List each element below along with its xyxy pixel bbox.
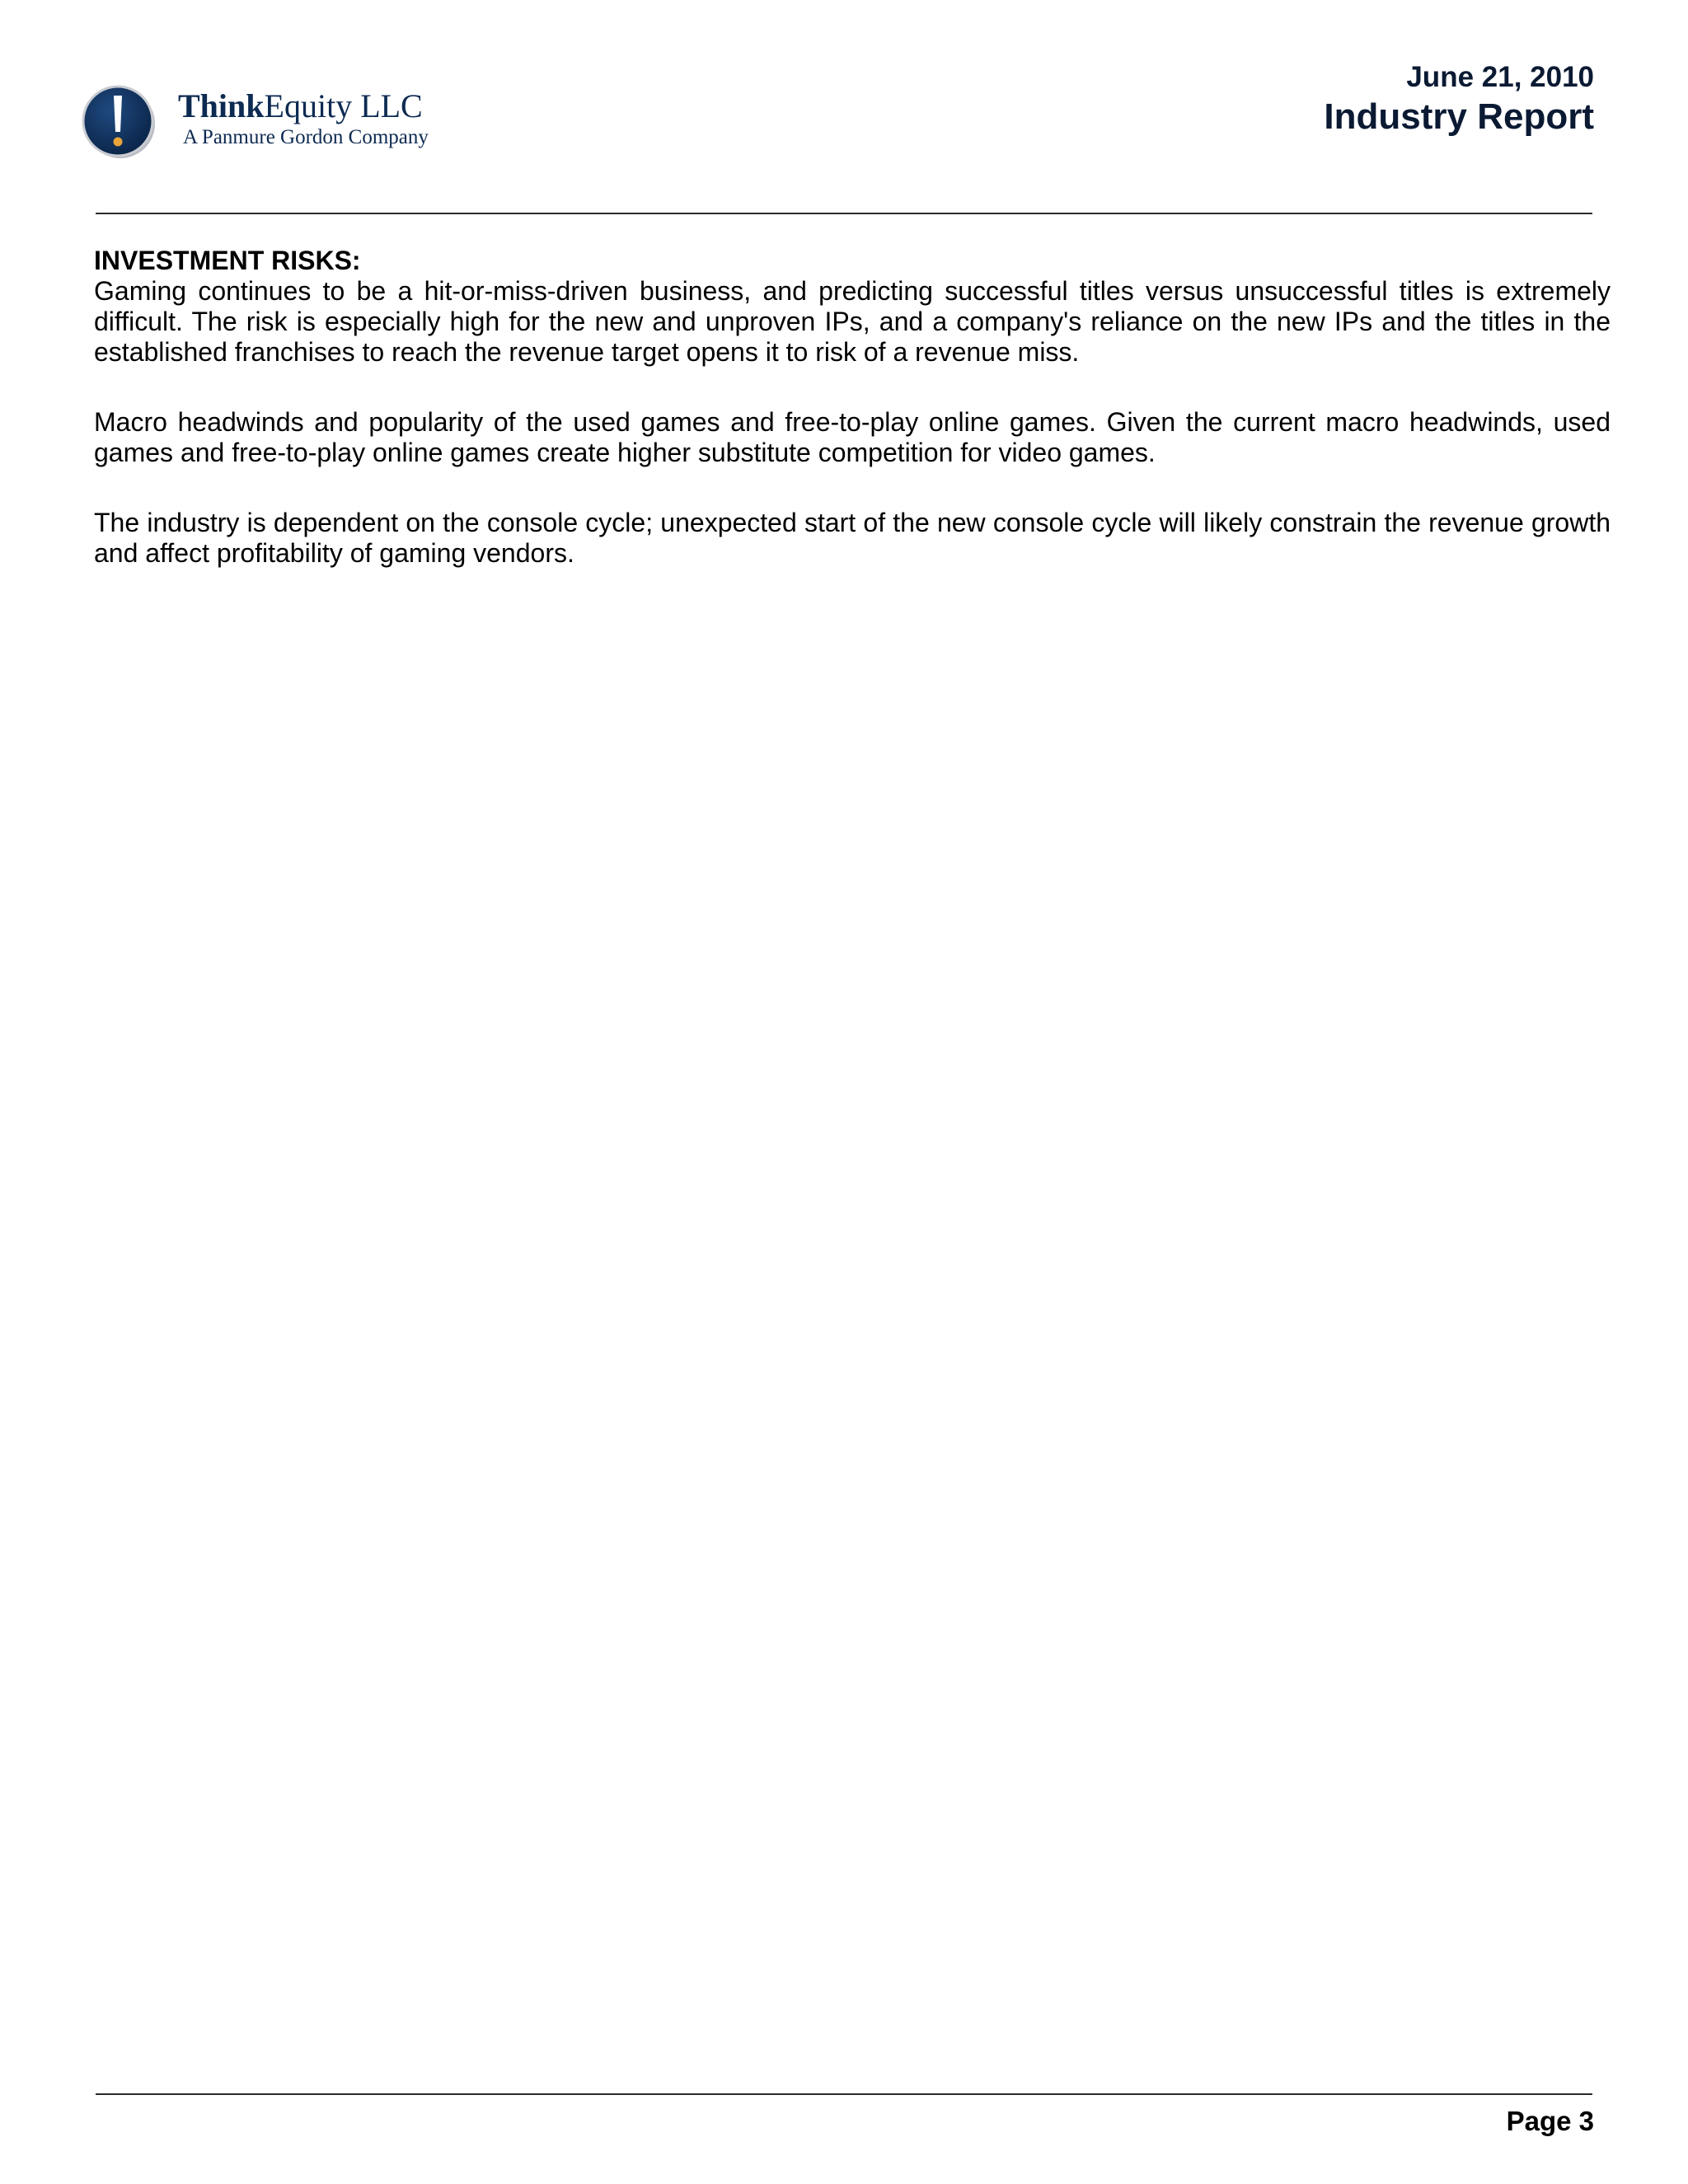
report-type-title: Industry Report [1324,96,1594,137]
logo-wordmark [178,87,429,150]
footer-divider [96,2093,1592,2095]
logo-name-rest: Equity LLC [264,87,423,124]
section-heading: INVESTMENT RISKS: [94,246,361,275]
logo-name-bold: Think [178,87,265,124]
logo-subtitle: A Panmure Gordon Company [183,126,429,148]
page-number: Page 3 [1506,2106,1594,2136]
report-header [1324,59,1594,138]
report-date: June 21, 2010 [1406,61,1594,93]
risk-paragraph-2: Macro headwinds and popularity of the used games and free-to-play online games. Given the current macro headwinds, used games and free-to-play online games create higher substitute competition for video games. [94,407,1611,467]
exclamation-logo-icon [81,84,157,160]
risk-paragraph-3: The industry is dependent on the console cycle; unexpected start of the new console cycle will likely constrain the revenue growth and affect profitability of gaming vendors. [94,508,1611,568]
logo-name [178,87,429,125]
header-divider [96,213,1592,214]
risk-paragraph-1: Gaming continues to be a hit-or-miss-driven business, and predicting successful titles versus unsuccessful titles is extremely difficult. The risk is especially high for the new and unproven IPs, and a company's reliance on the new IPs and the titles in the established franchises to reach the revenue target opens it to risk of a revenue miss. [94,276,1611,367]
report-body [94,246,1611,608]
company-logo [81,82,509,165]
